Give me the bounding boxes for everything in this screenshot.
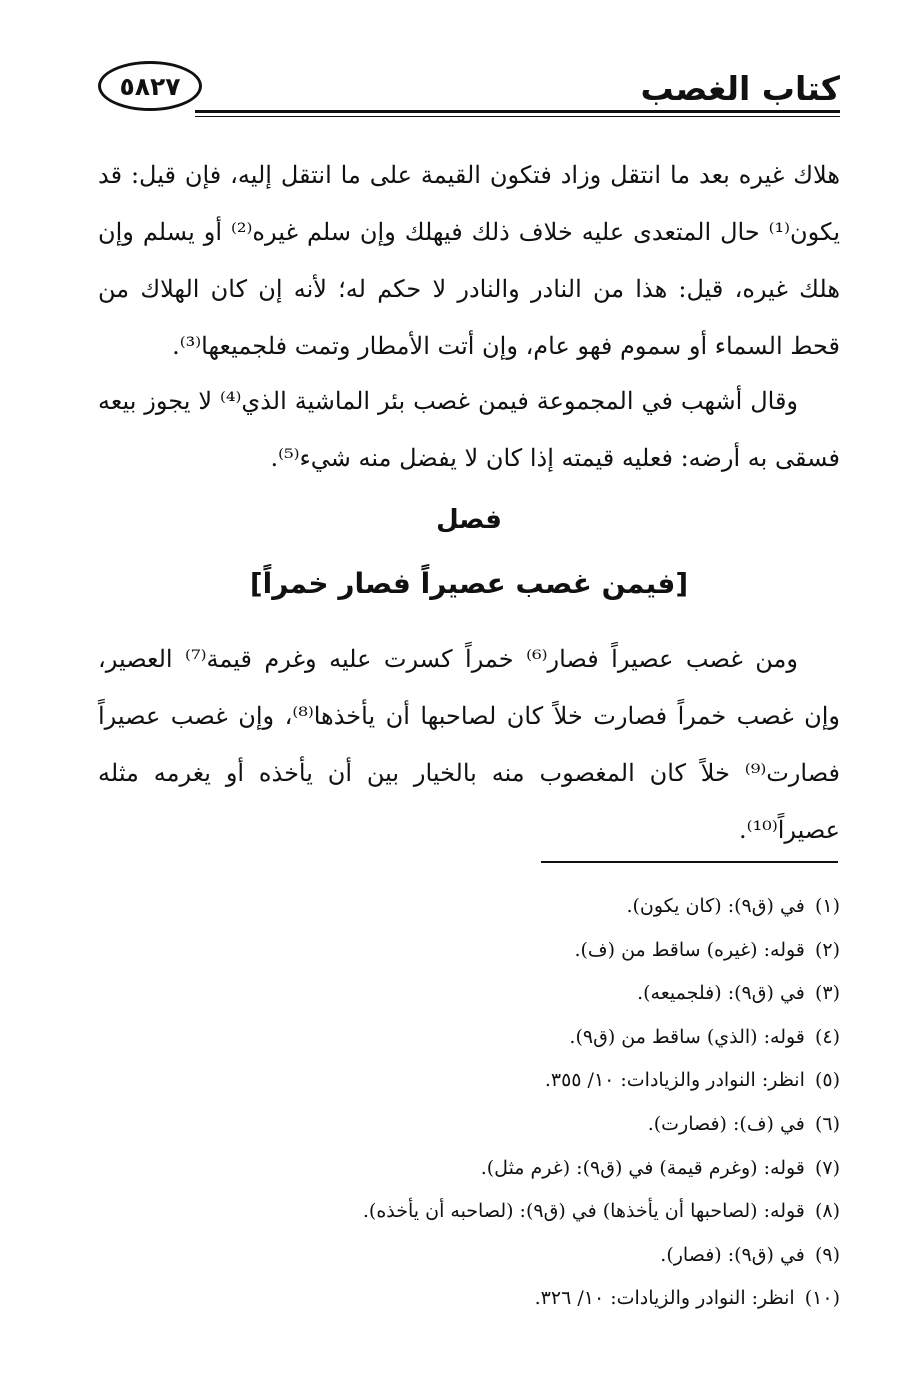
footnote-number: (٨) xyxy=(814,1200,840,1223)
footnote-text: في (ق٩): (كان يكون). xyxy=(626,895,805,917)
footnote-text: في (ف): (فصارت). xyxy=(647,1112,805,1135)
footnote-number: (٦) xyxy=(814,1112,840,1135)
paragraph-1: هلاك غيره بعد ما انتقل وزاد فتكون القيمة على ما انتقل إليه، فإن قيل: قد يكون⁽¹⁾ حال المتعدى عليه خلاف ذلك فيهلك وإن سلم غيره⁽²⁾ أو يسلم وإن هلك غيره، قيل: هذا من النادر والنادر لا حكم له؛ لأنه إن كان الهلاك من قحط السماء أو سموم فهو عام، وإن أتت الأمطار وتمت فلجميعها⁽³⁾. xyxy=(98,161,840,360)
footnote-text: في (ق٩): (فصار). xyxy=(660,1243,805,1266)
footnote-divider xyxy=(541,861,838,863)
footnote-number: (٩) xyxy=(814,1243,840,1266)
section-subheading: [فيمن غصب عصيراً فصار خمراً] xyxy=(249,567,689,600)
footnote-text: انظر: النوادر والزيادات: ١٠/ ٣٢٦. xyxy=(534,1287,795,1310)
footnote-number: (١٠) xyxy=(804,1287,840,1310)
footnote-text: قوله: (الذي) ساقط من (ق٩). xyxy=(569,1025,805,1048)
paragraph-3: ومن غصب عصيراً فصار⁽⁶⁾ خمراً كسرت عليه وغرم قيمة⁽⁷⁾ العصير، وإن غصب خمراً فصارت خلاً كان لصاحبها أن يأخذها⁽⁸⁾، وإن غصب عصيراً فصارت⁽⁹⁾ خلاً كان المغصوب منه بالخيار بين أن يأخذه أو يغرمه مثله عصيراً⁽¹⁰⁾. xyxy=(98,645,840,844)
header-rule xyxy=(195,110,840,117)
footnote-text: قوله: (لصاحبها أن يأخذها) في (ق٩): (لصاحبه أن يأخذه). xyxy=(362,1200,805,1223)
footnote-number: (٤) xyxy=(814,1025,840,1048)
page-header xyxy=(95,58,840,128)
footnote-text: انظر: النوادر والزيادات: ١٠/ ٣٥٥. xyxy=(544,1069,805,1092)
footnote-number: (٧) xyxy=(814,1156,840,1179)
footnote xyxy=(98,1059,840,1103)
footnote-text: قوله: (غيره) ساقط من (ف). xyxy=(574,938,805,961)
section-heading: فصل xyxy=(436,505,502,535)
footnote xyxy=(98,1016,840,1060)
footnote xyxy=(98,1277,840,1321)
footnote-number: (٣) xyxy=(814,982,840,1005)
footnote-text: قوله: (وغرم قيمة) في (ق٩): (غرم مثل). xyxy=(480,1156,805,1179)
paragraph-2: وقال أشهب في المجموعة فيمن غصب بئر الماشية الذي⁽⁴⁾ لا يجوز بيعه فسقى به أرضه: فعليه قيمته إذا كان لا يفضل منه شيء⁽⁵⁾. xyxy=(98,387,840,472)
footnote xyxy=(98,1147,840,1191)
footnote xyxy=(98,885,840,929)
footnote-number: (٥) xyxy=(814,1069,840,1092)
footnotes-list xyxy=(98,885,840,1321)
footnote-number: (٢) xyxy=(814,938,840,961)
footnote-text: في (ق٩): (فلجميعه). xyxy=(637,982,805,1005)
footnote xyxy=(98,1190,840,1234)
footnote xyxy=(98,972,840,1016)
footnote xyxy=(98,929,840,973)
book-title: كتاب الغصب xyxy=(640,69,840,108)
footnote-number: (١) xyxy=(814,895,840,917)
page-number: ٥٨٢٧ xyxy=(98,61,202,111)
footnote xyxy=(98,1234,840,1278)
footnote xyxy=(98,1103,840,1147)
